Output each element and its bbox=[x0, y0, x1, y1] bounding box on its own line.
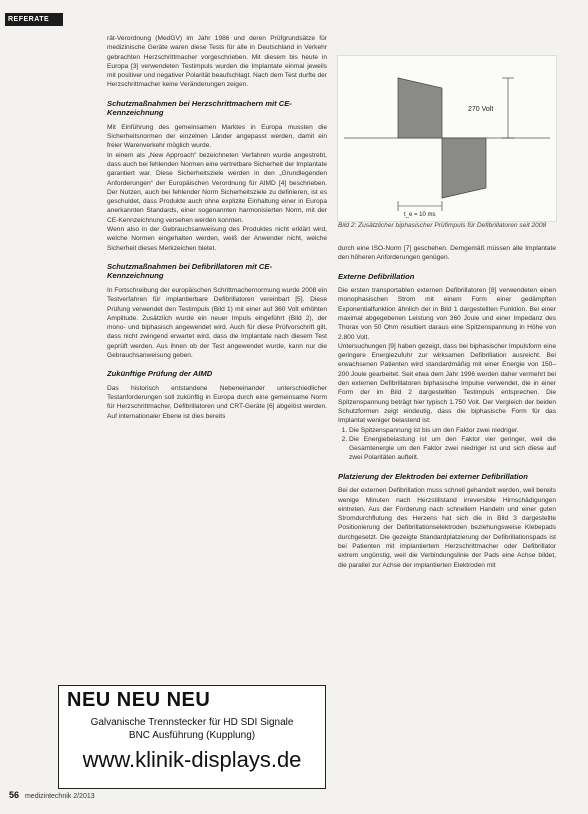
ad-headline: NEU NEU NEU bbox=[67, 689, 211, 711]
paragraph: Wenn also in der Gebrauchsanweisung des Produktes nicht erklärt wird, welche Normen eingehalten werden, weiß der Anwender nicht, welche Sicherheit dieses Merkzeichen bietet. bbox=[107, 226, 327, 252]
ad-url-link[interactable]: www.klinik-displays.de bbox=[82, 747, 302, 772]
paragraph: In einem als „New Approach“ bezeichneten Verfahren wurde angestrebt, dass auch bei fehlenden Normen eine vertretbare Sicherheit der Implantate garantiert war. Diese Sicherheitsziele werden in den „Grundlegenden Anforderungen“ der Europäischen Verordnung für AIMD [4] beschrieben. Der Nutzen, auch bei fehlender Norm Sicherheitsziele zu definieren, ist es geschuldet, dass Produkte auch ohne explizite Einhaltung einer in Europa anerkannten Standards, einer sogenannten harmonisierten Norm, mit der CE-Kennzeichnung versehen werden konnten. bbox=[107, 151, 327, 224]
ad-text: BNC Ausführung (Kupplung) bbox=[128, 730, 256, 741]
paragraph: durch eine ISO-Norm [7] geschehen. Demgemäß müssen alle Implantate den höheren Anforderungen genügen. bbox=[338, 245, 556, 262]
paragraph: Bei der externen Defibrillation muss schnell gehandelt werden, weil bereits wenige Minuten nach Herzstillstand irreversible Hirnschädigungen eintreten. Aus der Forderung nach schnellem Handeln und einer guten Stromdurchflutung des Herzens hat sich die in Bild 3 dargestellte Positionierung der Defibrillationselektroden beziehungsweise Klebepads durchgesetzt. Die gezeigte Standardplatzierung der Defibrillationspads ist bei Patienten mit implantiertem Herzschrittmacher oder Defibrillator extrem ungünstig, weil die Verbindungslinie der Pads eine Achse bildet, die parallel zur Achse der implantierten Elektroden mit bbox=[338, 487, 556, 569]
right-column bbox=[338, 244, 556, 570]
page-footer bbox=[9, 790, 95, 800]
paragraph: In Fortschreibung der europäischen Schrittmachernormung wurde 2008 ein Testverfahren für implantierbare Defibrillatoren vereinbart [5]. Diese Prüfung verwendet den Testimpuls (Bild 1) mit einer auf 360 Volt erhöhten Amplitude. Zusätzlich wurde ein neuer Impuls eingeführt (Bild 2), der mono- und biphasisch angewendet wird. Auch für diese Prüfvorschrift gilt, dass nicht zwingend erwartet wird, dass die Implantate nach diesem Test geprüft werden. Aus ihnen ob der Test angewendet wurde, kann nur die Gebrauchsanweisung geben. bbox=[107, 286, 327, 360]
section-heading: Zukünftige Prüfung der AIMD bbox=[107, 369, 213, 379]
negative-phase bbox=[442, 138, 486, 198]
left-column bbox=[107, 34, 327, 421]
ad-text: Galvanische Trennstecker für HD SDI Signale bbox=[90, 717, 294, 728]
section-heading: Schutzmaßnahmen bei Herzschrittmachern mit CE-Kennzeichnung bbox=[107, 98, 292, 118]
amplitude-label: 270 Volt bbox=[468, 106, 494, 113]
time-label: t_e = 10 ms bbox=[404, 212, 436, 218]
page-number: 56 bbox=[9, 790, 20, 800]
paragraph: Das historisch entstandene Nebeneinander unterschiedlicher Testanforderungen soll zukünftig in Europa durch eine gemeinsame Norm für Herzschrittmacher, Defibrillatoren und CRT-Geräte [6] abgelöst werden. Auf internationaler Ebene ist dies bereits bbox=[107, 384, 327, 420]
numbered-list bbox=[338, 426, 556, 463]
paragraph: Die ersten transportablen externen Defibrillatoren [8] verwendeten einen monophasischen Strom mit einem Form einer gedämpften Exponentialfunktion ähnlich der in Bild 1 dargestellten Funktion. Bei einer maximal abgegebenen Leistung von 360 Joule und einer Impedanz des Thorax von 50 Ohm resultiert daraus eine Spitzenspannung in Höhe von 2.800 Volt. bbox=[338, 287, 556, 341]
paragraph: Mit Einführung des gemeinsamen Marktes in Europa mussten die Sicherheitsnormen der einzelnen Länder angepasst werden, damit ein freier Warenverkehr möglich wurde. bbox=[107, 123, 327, 150]
pulse-diagram bbox=[338, 56, 556, 221]
section-heading: Schutzmaßnahmen bei Defibrillatoren mit CE-Kennzeichnung bbox=[107, 261, 272, 281]
advertisement[interactable] bbox=[58, 685, 326, 789]
journal-name: medizintechnik 2/2013 bbox=[24, 793, 95, 800]
section-tag: REFERATE bbox=[5, 13, 63, 26]
paragraph: rät-Verordnung (MedGV) im Jahr 1986 und deren Prüfgrundsätze für medizinische Geräte waren diese Tests für alle in Deutschland in Verkehr gebrachten Herzschrittmacher vorgeschrieben. Mit diesem bis heute in Europa [3] verwendeten Testimpuls wurden die Implantate einmal jeweils mit positiver und negativer Polarität beaufschlagt. Nach dem Test durfte der Herzschrittmacher keine Veränderungen zeigen. bbox=[107, 35, 327, 89]
section-heading: Platzierung der Elektroden bei externer Defibrillation bbox=[338, 471, 528, 481]
paragraph: Untersuchungen [9] haben gezeigt, dass bei biphasischer Impulsform eine geringere Energiezufuhr zur wirksamen Defibrillation ausreicht. Bei erwachsenen Patienten wird standardmäßig mit einer Energie von 150–200 Joule gearbeitet. Seit etwa dem Jahr 1996 werden daher vermehrt bei den externen Defibrillatoren biphasische Impulse verwendet, die in einer Form der im Bild 2 dargestellten Testimpuls entsprechen. Die Spitzenspannung beträgt hier typisch 1.750 Volt. Der Vergleich der beiden Schutzformen zeigt eindeutig, dass die biphasische Form für das Implantat weniger belastend ist: bbox=[338, 342, 556, 425]
positive-phase bbox=[398, 78, 442, 138]
list-item: 2. Die Energiebelastung ist um den Faktor vier geringer, weil die Gesamtenergie um den Faktor zwei niedriger ist und sich diese auf zwei Polaritäten aufteilt. bbox=[349, 435, 556, 463]
figure-biphasic-pulse bbox=[337, 55, 557, 222]
list-item: 1. Die Spitzenspannung ist bis um den Faktor zwei niedriger. bbox=[349, 426, 556, 435]
section-heading: Externe Defibrillation bbox=[338, 271, 415, 281]
figure-caption: Bild 2: Zusätzlicher biphasischer Prüfimpuls für Defibrillatoren seit 2008 bbox=[338, 222, 547, 229]
